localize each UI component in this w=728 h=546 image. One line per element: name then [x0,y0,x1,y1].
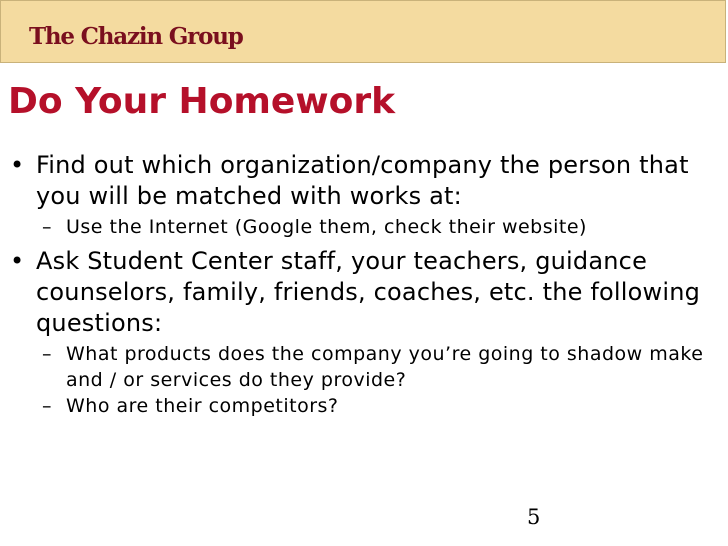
sub-bullet-marker: – [42,216,52,238]
sub-bullet-text: What products does the company you’re going to shadow make and / or services do they provide? [66,343,704,391]
slide-title: Do Your Homework [8,81,396,122]
sub-bullet-text: Use the Internet (Google them, check their website) [66,216,587,238]
sub-bullet-item [8,341,720,393]
bullet-marker: • [10,151,25,179]
sub-bullet-item [8,393,720,419]
sub-bullet-marker: – [42,395,52,417]
header-band [0,0,726,63]
page-number: 5 [527,505,541,529]
bullet-text: Ask Student Center staff, your teachers, guidance counselors, family, friends, coaches, etc. the following questions: [36,247,701,337]
sub-list-1 [8,214,720,240]
bullet-item-1 [8,150,720,212]
brand-logo-text: The Chazin Group [29,23,243,50]
slide-content [8,150,720,425]
sub-bullet-marker: – [42,343,52,365]
bullet-text: Find out which organization/company the person that you will be matched with works at: [36,151,689,210]
sub-bullet-text: Who are their competitors? [66,395,339,417]
sub-list-2 [8,341,720,419]
bullet-item-2 [8,246,720,339]
sub-bullet-item [8,214,720,240]
bullet-marker: • [10,247,25,275]
